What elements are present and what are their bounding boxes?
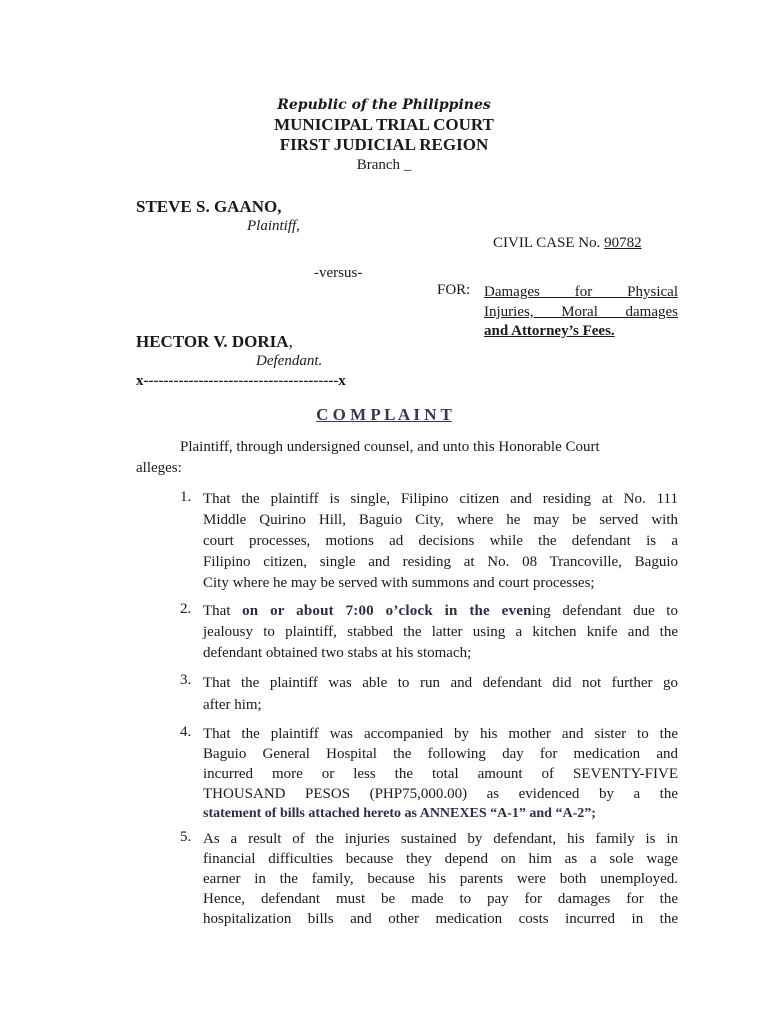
allegation-3 xyxy=(203,672,678,716)
allegation-emphasis: statement of bills attached hereto as ANNEXES “A-1” and “A-2”; xyxy=(203,806,596,821)
for-line: Damages for Physical xyxy=(484,284,678,300)
item-number: 4. xyxy=(180,724,192,740)
allegation-line: incurred more or less the total amount of SEVENTY-FIVE xyxy=(203,766,678,782)
allegation-text: ing defendant due to xyxy=(531,603,678,619)
allegation-line: As a result of the injuries sustained by defendant, his family is in xyxy=(203,831,678,847)
intro-line: alleges: xyxy=(136,460,182,476)
item-number: 1. xyxy=(180,489,192,505)
allegation-4 xyxy=(203,724,678,824)
allegation-line: court processes, motions ad decisions while the defendant is a xyxy=(203,533,678,549)
defendant-line xyxy=(136,332,293,352)
defendant-comma: , xyxy=(288,332,293,351)
allegation-line: financial difficulties because they depend on him as a sole wage xyxy=(203,851,678,867)
item-number: 2. xyxy=(180,601,192,617)
allegation-line: Filipino citizen, single and residing at No. 08 Trancoville, Baguio xyxy=(203,554,678,570)
allegation-line: That the plaintiff was able to run and defendant did not further go xyxy=(203,675,678,691)
item-number: 3. xyxy=(180,672,192,688)
region-heading: FIRST JUDICIAL REGION xyxy=(279,135,489,154)
case-number-line xyxy=(493,235,642,252)
allegation-line: hospitalization bills and other medication costs incurred in the xyxy=(203,911,678,927)
versus-label: -versus- xyxy=(314,265,363,281)
allegation-line: That the plaintiff is single, Filipino citizen and residing at No. 111 xyxy=(203,491,678,507)
for-line: Injuries, Moral damages xyxy=(484,304,678,320)
court-heading: MUNICIPAL TRIAL COURT xyxy=(274,115,494,134)
defendant-role: Defendant. xyxy=(256,353,323,369)
allegation-line: defendant obtained two stabs at his stomach; xyxy=(203,645,472,661)
document-title: C O M P L A I N T xyxy=(316,405,452,424)
for-description xyxy=(484,282,678,341)
allegation-1 xyxy=(203,489,678,593)
case-number: 90782 xyxy=(604,235,642,251)
intro-line: Plaintiff, through undersigned counsel, and unto this Honorable Court xyxy=(180,439,600,455)
allegation-line: Hence, defendant must be made to pay for damages for the xyxy=(203,891,678,907)
allegation-line: after him; xyxy=(203,697,262,713)
for-line: and Attorney’s Fees. xyxy=(484,323,615,339)
branch-line: Branch _ xyxy=(356,157,412,173)
caption-separator: x---------------------------------------x xyxy=(136,373,346,389)
allegation-line: Baguio General Hospital the following day for medication and xyxy=(203,746,678,762)
defendant-name: HECTOR V. DORIA xyxy=(136,332,289,351)
item-number: 5. xyxy=(180,829,192,845)
allegation-line: City where he may be served with summons and court processes; xyxy=(203,575,595,591)
allegation-line: THOUSAND PESOS (PHP75,000.00) as evidenced by a the xyxy=(203,786,678,802)
allegation-line: That the plaintiff was accompanied by his mother and sister to the xyxy=(203,726,678,742)
republic-heading: Republic of the Philippines xyxy=(277,97,491,113)
allegation-line: jealousy to plaintiff, stabbed the latter using a kitchen knife and the xyxy=(203,624,678,640)
allegation-line: Middle Quirino Hill, Baguio City, where he may be served with xyxy=(203,512,678,528)
allegation-emphasis: on or about 7:00 o’clock in the even xyxy=(242,603,532,619)
case-label: CIVIL CASE No. xyxy=(493,235,605,251)
allegation-text: That xyxy=(203,603,243,619)
allegation-line xyxy=(203,601,678,621)
allegation-line: earner in the family, because his parents were both unemployed. xyxy=(203,871,678,887)
allegation-2 xyxy=(203,601,678,663)
for-label: FOR: xyxy=(437,282,471,298)
plaintiff-role: Plaintiff, xyxy=(247,218,300,234)
allegation-5 xyxy=(203,829,678,929)
plaintiff-name: STEVE S. GAANO, xyxy=(136,197,282,216)
intro-paragraph xyxy=(136,437,678,478)
